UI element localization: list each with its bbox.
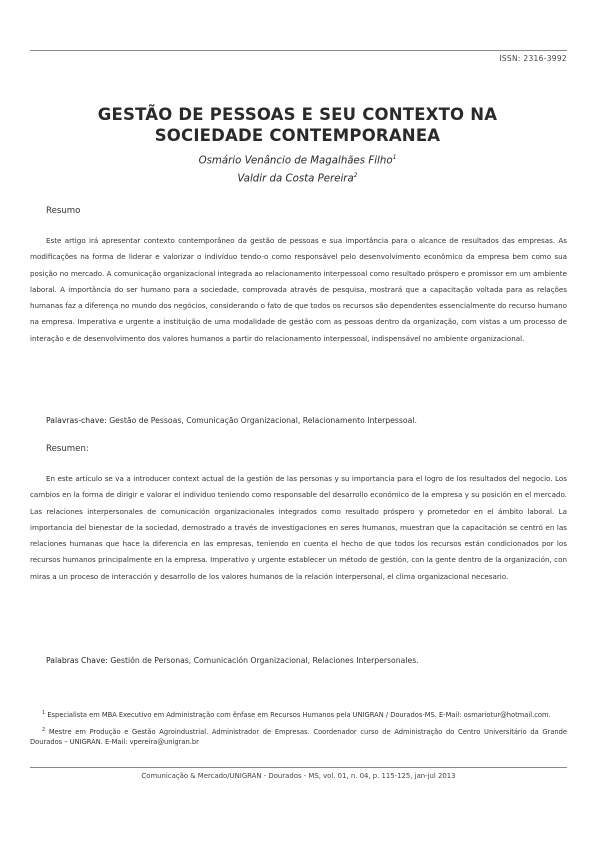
footnote-mark: 1 — [392, 154, 397, 161]
resumo-keywords — [46, 416, 567, 425]
author-list — [40, 150, 555, 187]
keywords-label: Palabras Chave: — [46, 656, 108, 665]
footnote-mark: 2 — [42, 726, 46, 733]
author-1 — [40, 150, 555, 168]
footnote-1 — [30, 708, 567, 721]
footnote-2 — [30, 725, 567, 748]
resumen-keywords — [46, 656, 567, 665]
header-rule — [30, 50, 567, 51]
author-name: Valdir da Costa Pereira — [237, 173, 354, 185]
title-line-2: SOCIEDADE CONTEMPORANEA — [154, 126, 441, 145]
footer-rule — [30, 767, 567, 768]
resumo-paragraph: Este artigo irá apresentar contexto contemporâneo da gestão de pessoas e sua importância para o alcance de resultados das empresas. As modificações na forma de liderar e valorizar o indivíduo tendo-o como responsável pelo desenvolvimento econômico da empresa bem como sua posição no mercado. A comunicação organizacional integrada ao relacionamento interpessoal como resultado próspero e promissor em um ambiente laboral. A importância do ser humano para a sociedade, comprovada através de pesquisa, mostrará que a capacitação voltada para as relações humanas faz a diferença no mundo dos negócios, considerando o fato de que todos os recursos são dependentes essencialmente do recurso humano na empresa. Imperativa e urgente a instituição de uma modalidade de gestão com as pessoas dentro da organização, com vistas a um processo de interação e de desenvolvimento dos valores humanos a partir do relacionamento interpessoal, indispensável no ambiente organizacional. — [30, 236, 567, 343]
issn-label: ISSN: 2316-3992 — [499, 54, 567, 63]
keywords-text: Gestão de Pessoas, Comunicação Organizacional, Relacionamento Interpessoal. — [109, 416, 417, 425]
footnote-mark: 1 — [42, 710, 46, 716]
keywords-text: Gestión de Personas, Comunicación Organizacional, Relaciones Interpersonales. — [110, 656, 419, 665]
footnote-mark: 2 — [353, 172, 358, 180]
footnote-text: Mestre em Produção e Gestão Agroindustrial. Administrador de Empresas. Coordenador curso de Administração do Centro Universitário da Grande Dourados – UNIGRAN. E-Mail: vpereira@unigran.br — [30, 727, 567, 747]
resumen-heading: Resumen: — [46, 444, 89, 454]
resumo-heading: Resumo — [46, 206, 81, 216]
title-line-1: GESTÃO DE PESSOAS E SEU CONTEXTO NA — [97, 105, 498, 124]
journal-citation: Comunicação & Mercado/UNIGRAN - Dourados - MS, vol. 01, n. 04, p. 115-125, jan-jul 2013 — [141, 772, 456, 780]
footnotes — [30, 708, 567, 752]
keywords-label: Palavras-chave: — [46, 416, 107, 425]
paper-title — [40, 104, 555, 146]
author-name: Osmário Venâncio de Magalhães Filho — [198, 155, 393, 167]
resumen-paragraph: En este artículo se va a introducer context actual de la gestión de las personas y su importancia para el logro de los resultados del negocio. Los cambios en la forma de dirigir e valorar el individuo teniendo como responsable del desarrollo económico de la empresa y su posición en el mercado. Las relaciones interpersonales de comunicación organizacionales integrados como resultado próspero y prometedor en el ámbito laboral. La importancia del bienestar de la sociedad, demostrado a través de investigaciones en seres humanos, muestran que la capacitación se centró en las relaciones humanas que hace la diferencia en las empresas, teniendo en cuenta el hecho de que todos los recursos están condicionados por los recursos humanos principalmente en la empresa. Imperativo y urgente establecer un método de gestión, con la gente dentro de la organización, con miras a un proceso de interacción y desarrollo de los valores humanos de la relación interpersonal, el clima organizacional necesario. — [30, 474, 567, 581]
footnote-text: Especialista em MBA Executivo em Administração com ênfase em Recursos Humanos pela UNIGRAN / Dourados-MS. E-Mail: osmariotur@hotmail.com. — [47, 711, 551, 720]
author-2 — [40, 168, 555, 186]
